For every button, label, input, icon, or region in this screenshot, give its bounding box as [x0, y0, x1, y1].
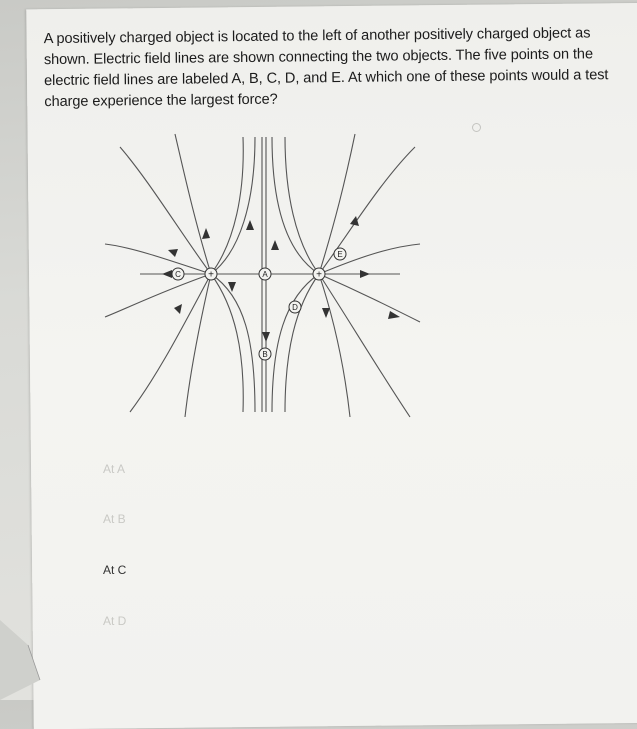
point-e [334, 248, 346, 260]
field-line [211, 137, 243, 274]
answer-choice-a[interactable]: At A [103, 462, 126, 476]
arrow-icon [262, 332, 270, 342]
answer-choice-b[interactable]: At B [103, 512, 126, 526]
field-line [319, 244, 420, 274]
field-line [272, 274, 319, 412]
point-c [172, 268, 184, 280]
field-line [319, 147, 415, 274]
svg-text:A: A [262, 270, 268, 279]
field-line [185, 274, 211, 417]
arrow-icon [162, 270, 172, 278]
svg-text:D: D [292, 303, 298, 312]
question-text: A positively charged object is located to the left of another positively charged object as shown. Electric field lines are shown connecting the two objects. The five points on the electric field lines are labeled A, B, C, D, and E. At which one of these points would a test charge experience the largest force? [43, 25, 609, 111]
answer-choice-d[interactable]: At D [103, 614, 127, 628]
field-line [130, 274, 211, 412]
point-d [289, 301, 301, 313]
charge-right [313, 268, 325, 281]
svg-text:B: B [262, 350, 268, 359]
arrow-icon [271, 240, 279, 250]
field-line [285, 137, 319, 274]
arrow-icon [174, 304, 182, 314]
field-line [105, 274, 211, 317]
arrow-icon [360, 270, 370, 278]
stray-mark [472, 123, 481, 132]
arrow-icon [202, 228, 210, 239]
electric-field-diagram [100, 132, 430, 422]
svg-text:E: E [337, 250, 343, 259]
field-line [285, 274, 319, 412]
svg-text:+: + [316, 269, 322, 281]
arrow-icon [350, 216, 359, 226]
arrow-icon [388, 311, 400, 319]
field-line [319, 274, 350, 417]
answer-choice-c[interactable]: At C [103, 563, 127, 577]
field-line [272, 137, 319, 274]
field-line [211, 274, 255, 412]
field-line [105, 244, 211, 274]
page-corner [0, 620, 60, 700]
field-line [211, 274, 243, 412]
field-line [211, 137, 255, 274]
field-line [175, 134, 211, 274]
arrow-icon [322, 308, 330, 318]
point-a [259, 268, 271, 280]
charge-left [205, 268, 217, 281]
arrow-icon [246, 220, 254, 230]
svg-text:C: C [175, 270, 181, 279]
svg-text:+: + [208, 269, 214, 281]
point-b [259, 348, 271, 360]
arrow-icon [168, 249, 178, 257]
field-line [120, 147, 211, 274]
